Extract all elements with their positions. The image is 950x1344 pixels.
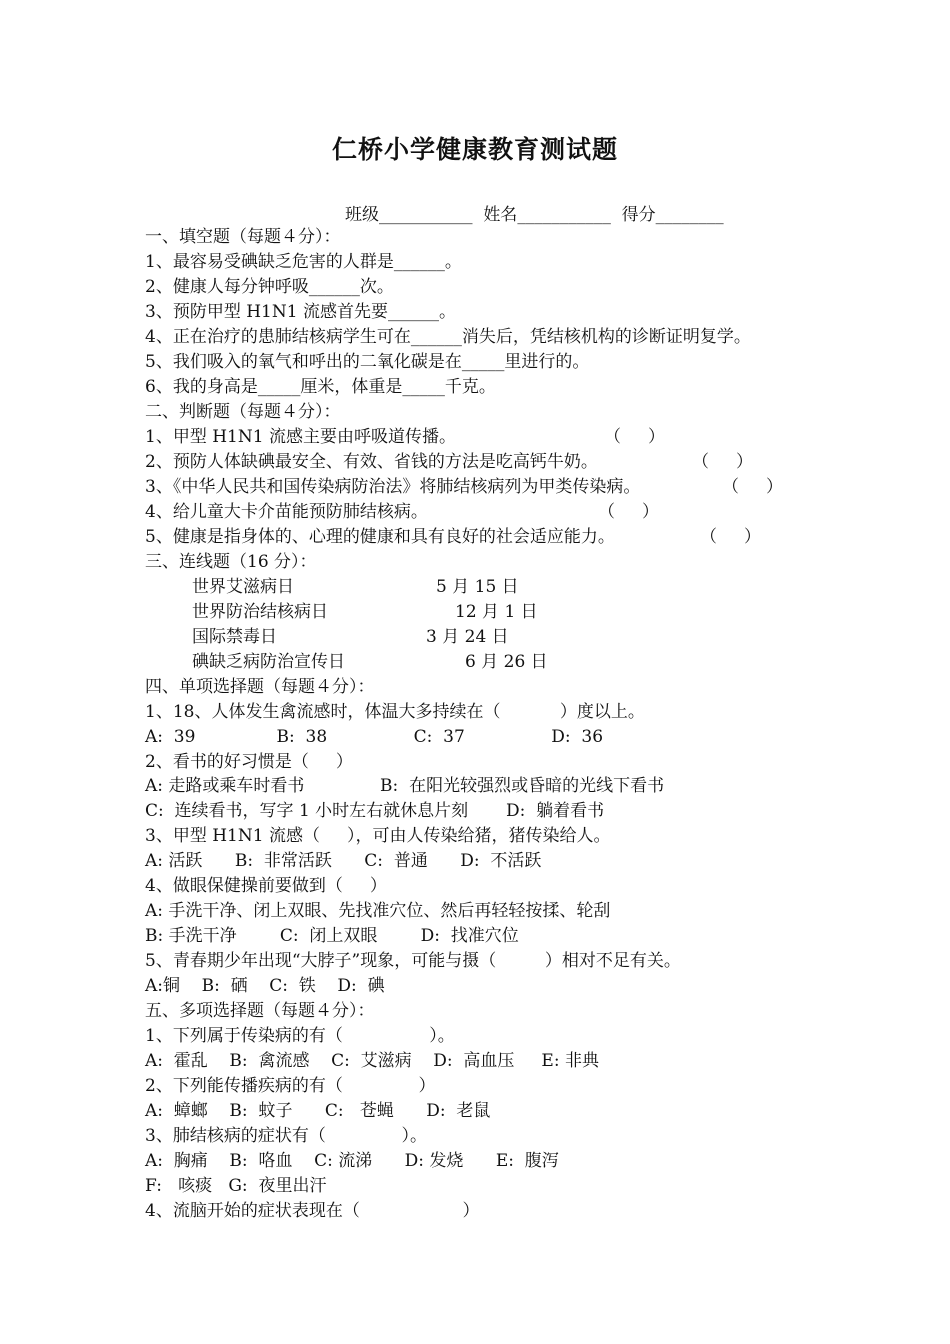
q-text: 6、我的身高是 xyxy=(145,377,258,397)
score-label: 得分 xyxy=(621,205,656,225)
judge-question-1: 1、甲型 H1N1 流感主要由呼吸道传播。 xyxy=(145,427,456,447)
q-text: 里进行的。 xyxy=(504,352,590,372)
fill-question-4 xyxy=(145,326,751,348)
answer-blank: ______ xyxy=(410,327,462,347)
answer-blank: ______ xyxy=(308,277,360,297)
class-blank: ___________ xyxy=(379,205,473,225)
q-text: 千克。 xyxy=(444,377,496,397)
name-label: 姓名 xyxy=(483,205,518,225)
match-left-item: 国际禁毒日 xyxy=(192,627,277,647)
section-1-heading: 一、填空题（每题４分）： xyxy=(145,227,341,247)
answer-paren: （ ） xyxy=(722,477,784,497)
single-choice-options-3: A: 活跃 B: 非常活跃 C: 普通 D: 不活跃 xyxy=(145,851,542,871)
single-choice-question-4: 4、做眼保健操前要做到（ ） xyxy=(145,876,387,896)
multi-choice-question-4: 4、流脑开始的症状表现在（ ） xyxy=(145,1201,480,1221)
multi-choice-options-1: A: 霍乱 B: 禽流感 C: 艾滋病 D: 高血压 E: 非典 xyxy=(145,1051,599,1071)
judge-question-5: 5、健康是指身体的、心理的健康和具有良好的社会适应能力。 xyxy=(145,527,615,547)
answer-paren: （ ） xyxy=(700,527,762,547)
single-choice-options-2b: C: 连续看书，写字 1 小时左右就休息片刻 D: 躺着看书 xyxy=(145,801,605,821)
judge-question-4: 4、给儿童大卡介苗能预防肺结核病。 xyxy=(145,502,428,522)
fill-question-3 xyxy=(145,301,456,323)
single-choice-options-2a: A: 走路或乘车时看书 B: 在阳光较强烈或昏暗的光线下看书 xyxy=(145,776,665,796)
match-right-item: 5 月 15 日 xyxy=(436,577,519,597)
answer-blank: ______ xyxy=(393,252,445,272)
q-text: 。 xyxy=(438,302,456,322)
name-blank: ___________ xyxy=(517,205,611,225)
q-text: 2、健康人每分钟呼吸 xyxy=(145,277,309,297)
single-choice-question-3: 3、甲型 H1N1 流感（ ），可由人传染给猪，猪传染给人。 xyxy=(145,826,611,846)
single-choice-question-1: 1、18、人体发生禽流感时，体温大多持续在（ ）度以上。 xyxy=(145,702,645,722)
multi-choice-options-2: A: 蟑螂 B: 蚊子 C: 苍蝇 D: 老鼠 xyxy=(145,1101,491,1121)
fill-question-2 xyxy=(145,276,394,298)
class-label: 班级 xyxy=(345,205,379,225)
q-text: 厘米，体重是 xyxy=(300,377,403,397)
answer-blank: ______ xyxy=(387,302,439,322)
q-text: 5、我们吸入的氧气和呼出的二氧化碳是在 xyxy=(145,352,462,372)
answer-paren: （ ） xyxy=(604,427,666,447)
q-text: 3、预防甲型 H1N1 流感首先要 xyxy=(145,302,388,322)
q-text: 次。 xyxy=(359,277,394,297)
q-text: 。 xyxy=(444,252,462,272)
single-choice-question-2: 2、看书的好习惯是（ ） xyxy=(145,752,353,772)
page-title: 仁桥小学健康教育测试题 xyxy=(331,135,618,164)
section-2-heading: 二、判断题（每题４分）： xyxy=(145,402,341,422)
judge-question-3: 3、《中华人民共和国传染病防治法》将肺结核病列为甲类传染病。 xyxy=(145,477,641,497)
fill-question-1 xyxy=(145,251,462,273)
q-text: 1、最容易受碘缺乏危害的人群是 xyxy=(145,252,394,272)
score-blank: ________ xyxy=(655,205,724,225)
single-choice-options-1: A: 39 B: 38 C: 37 D: 36 xyxy=(145,727,604,747)
match-left-item: 世界防治结核病日 xyxy=(192,602,328,622)
match-left-item: 世界艾滋病日 xyxy=(192,577,294,597)
single-choice-options-4a: A: 手洗干净、闭上双眼、先找准穴位、然后再轻轻按揉、轮刮 xyxy=(145,901,611,921)
match-right-item: 6 月 26 日 xyxy=(465,652,548,672)
multi-choice-question-2: 2、下列能传播疾病的有（ ） xyxy=(145,1076,436,1096)
answer-blank: _____ xyxy=(402,377,445,397)
section-3-heading: 三、连线题（16 分）： xyxy=(145,552,317,572)
student-info-line xyxy=(345,200,724,225)
q-text: 4、正在治疗的患肺结核病学生可在 xyxy=(145,327,411,347)
single-choice-options-4b: B: 手洗干净 C: 闭上双眼 D: 找准穴位 xyxy=(145,926,519,946)
match-right-item: 3 月 24 日 xyxy=(426,627,509,647)
single-choice-options-5: A:铜 B: 硒 C: 铁 D: 碘 xyxy=(145,976,385,996)
section-4-heading: 四、单项选择题（每题４分）： xyxy=(145,677,375,697)
multi-choice-options-3b: F: 咳痰 G: 夜里出汗 xyxy=(145,1176,327,1196)
multi-choice-options-3a: A: 胸痛 B: 咯血 C: 流涕 D: 发烧 E: 腹泻 xyxy=(145,1151,559,1171)
answer-blank: _____ xyxy=(461,352,505,372)
judge-question-2: 2、预防人体缺碘最安全、有效、省钱的方法是吃高钙牛奶。 xyxy=(145,452,598,472)
single-choice-question-5: 5、青春期少年出现“大脖子”现象，可能与摄（ ）相对不足有关。 xyxy=(145,951,681,971)
match-left-item: 碘缺乏病防治宣传日 xyxy=(192,652,345,672)
fill-question-5 xyxy=(145,351,589,373)
q-text: 消失后，凭结核机构的诊断证明复学。 xyxy=(461,327,751,347)
answer-paren: （ ） xyxy=(598,502,660,522)
multi-choice-question-3: 3、肺结核病的症状有（ ）。 xyxy=(145,1126,427,1146)
fill-question-6 xyxy=(145,376,496,398)
answer-blank: _____ xyxy=(257,377,301,397)
match-right-item: 12 月 1 日 xyxy=(455,602,538,622)
section-5-heading: 五、多项选择题（每题４分）： xyxy=(145,1001,375,1021)
multi-choice-question-1: 1、下列属于传染病的有（ ）。 xyxy=(145,1026,455,1046)
answer-paren: （ ） xyxy=(692,452,754,472)
